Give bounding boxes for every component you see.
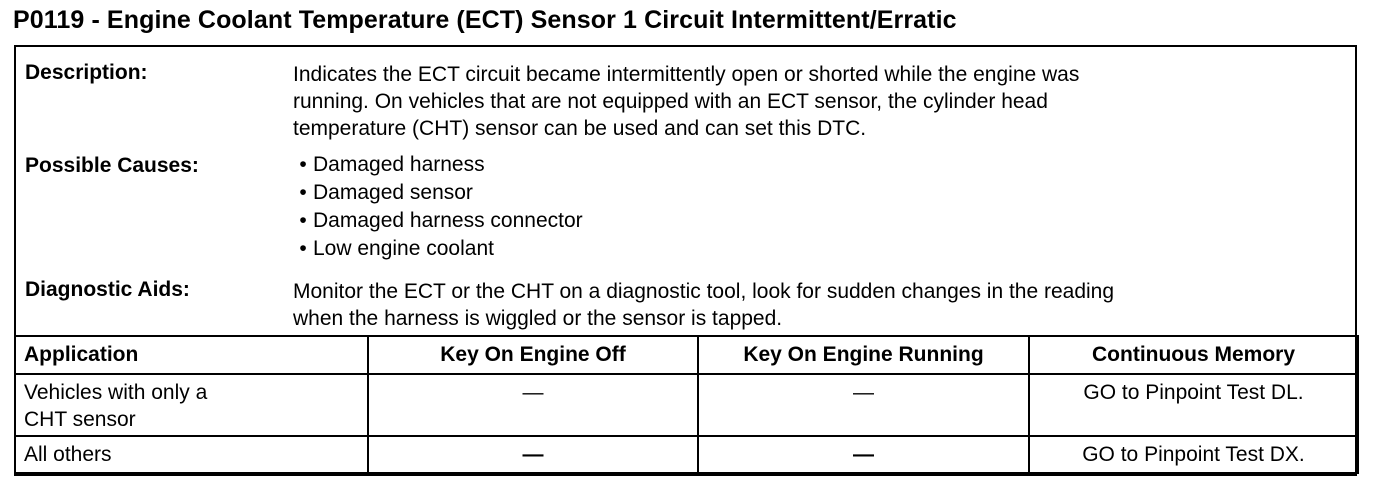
- list-item: • Damaged sensor: [293, 179, 583, 207]
- cell-continuous-memory: GO to Pinpoint Test DL.: [1029, 374, 1358, 436]
- table-header-row: [15, 336, 1358, 374]
- description-text: Indicates the ECT circuit became intermittently open or shorted while the engine was running. On vehicles that are not equipped with an ECT sensor, the cylinder head temperature (CHT) sensor can be used and can set this DTC.: [293, 63, 1080, 140]
- diagnostic-aids-label: Diagnostic Aids:: [25, 278, 190, 301]
- cell-koer: —: [698, 374, 1029, 436]
- application-table: [14, 335, 1359, 474]
- possible-causes-list: [293, 151, 583, 263]
- cell-continuous-memory: GO to Pinpoint Test DX.: [1029, 436, 1358, 473]
- dtc-info-box: [14, 45, 1357, 476]
- header-application: Application: [15, 336, 368, 374]
- cell-koeo: —: [368, 436, 698, 473]
- list-item: • Low engine coolant: [293, 235, 583, 263]
- cell-koer: —: [698, 436, 1029, 473]
- page-title: P0119 - Engine Coolant Temperature (ECT) Sensor 1 Circuit Intermittent/Erratic: [13, 6, 957, 34]
- description-label: Description:: [25, 61, 148, 84]
- cell-application: All others: [15, 436, 368, 473]
- info-section: [16, 47, 1355, 337]
- list-item: • Damaged harness connector: [293, 207, 583, 235]
- table-row: [15, 374, 1358, 436]
- header-continuous-memory: Continuous Memory: [1029, 336, 1358, 374]
- header-koeo: Key On Engine Off: [368, 336, 698, 374]
- list-item: • Damaged harness: [293, 151, 583, 179]
- cell-application: Vehicles with only a CHT sensor: [15, 374, 368, 436]
- table-row: [15, 436, 1358, 473]
- possible-causes-label: Possible Causes:: [25, 154, 199, 177]
- diagnostic-aids-text: Monitor the ECT or the CHT on a diagnostic tool, look for sudden changes in the reading when the harness is wiggled or the sensor is tapped.: [293, 280, 1115, 330]
- cell-koeo: —: [368, 374, 698, 436]
- header-koer: Key On Engine Running: [698, 336, 1029, 374]
